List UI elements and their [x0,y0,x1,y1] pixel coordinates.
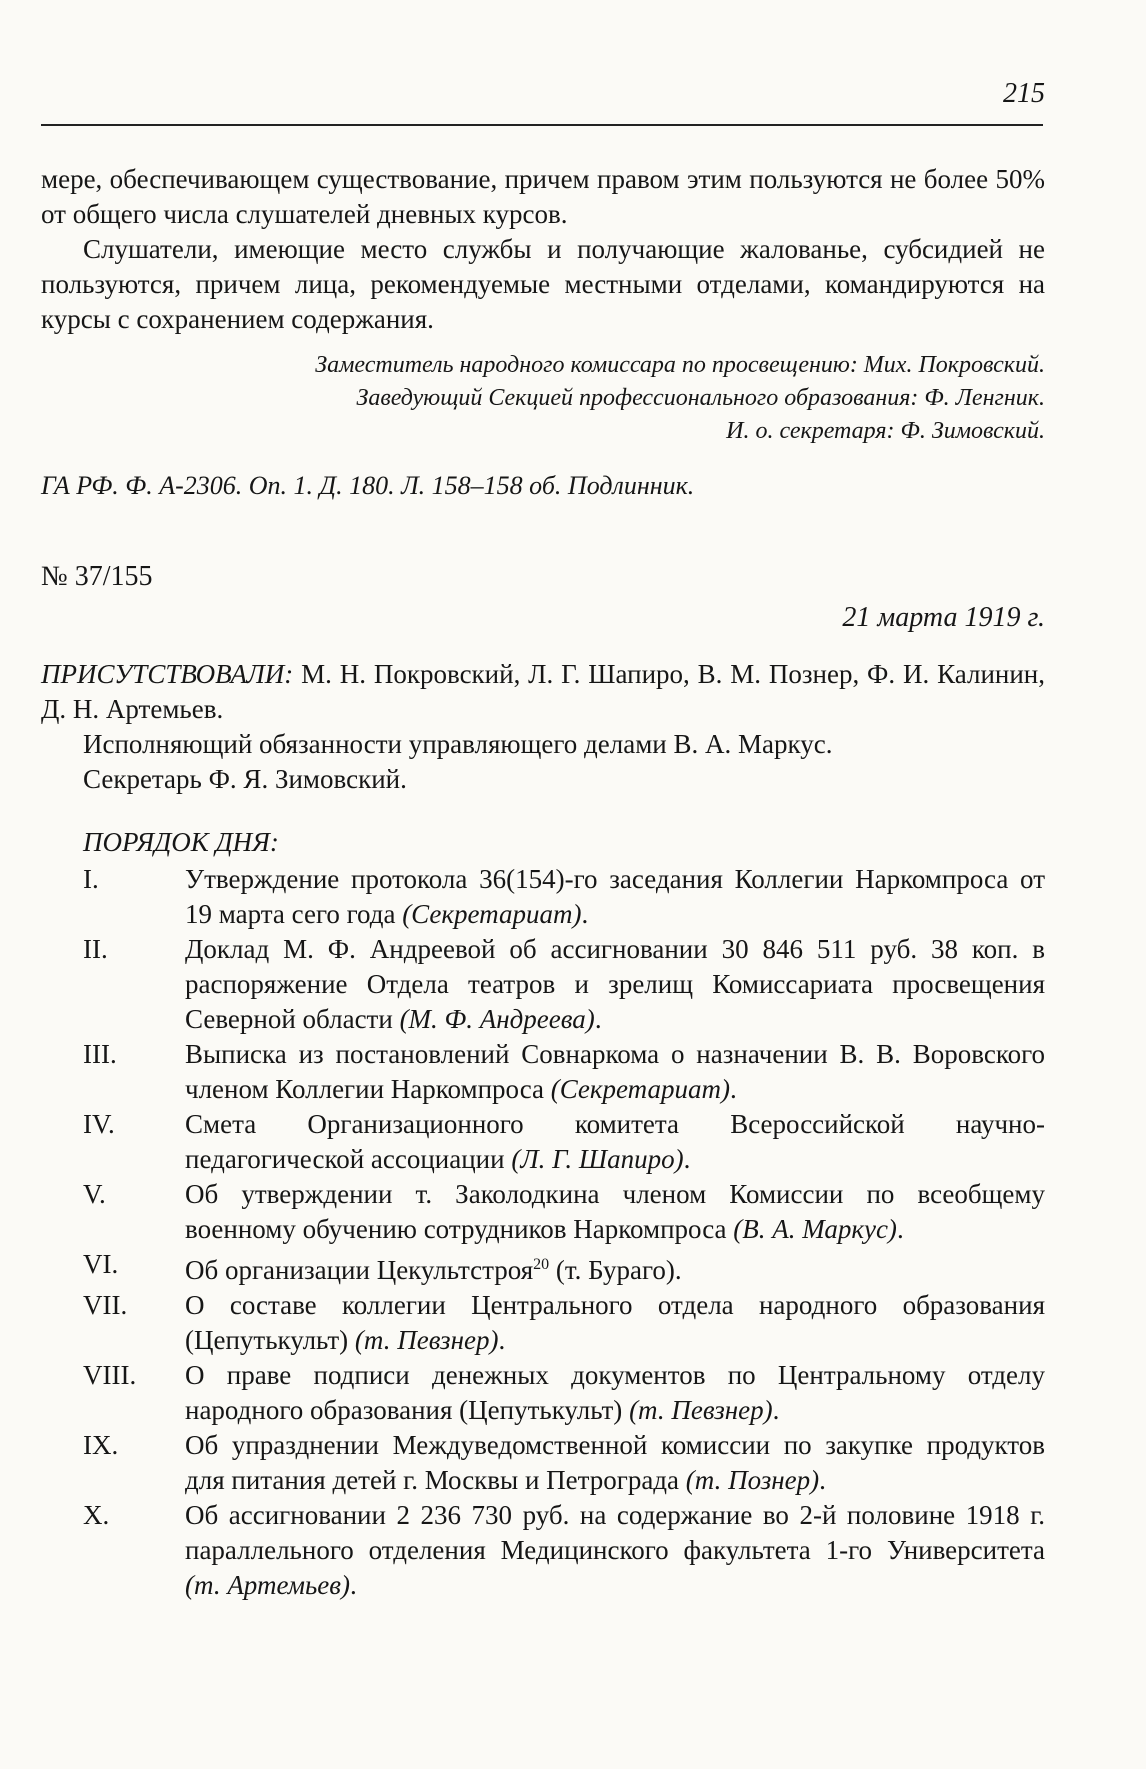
agenda-item-rapporteur: (Секретариат) [402,899,582,929]
signature-section-head: Заведующий Секцией профессионального образования: Ф. Ленгник. [356,385,1045,411]
signature-block [41,349,1045,448]
agenda-item-rapporteur: (т. Бураго). [549,1255,682,1285]
agenda-item [41,1358,1045,1428]
document-number: № 37/155 [41,561,153,592]
agenda-item-topic: Об утверждении т. Заколодкина членом Комиссии по всеобщему военному обучению сотрудников Наркомпроса [185,1179,1045,1244]
agenda-item [41,1247,1045,1288]
agenda-item-number: IX. [83,1430,119,1460]
agenda-item-topic: Об ассигновании 2 236 730 руб. на содержание во 2-й половине 1918 г. параллельного отделения Медицинского факультета 1-го Университета [185,1500,1045,1565]
document-date: 21 марта 1919 г. [842,602,1045,633]
agenda-item-text: Доклад М. Ф. Андреевой об ассигновании 30 846 511 руб. 38 коп. в распоряжение Отдела театров и зрелищ Комиссариата просвещения Северной области (М. Ф. Андреева). [185,934,1045,1034]
agenda-item-rapporteur: (М. Ф. Андреева) [399,1004,595,1034]
agenda-item [41,1288,1045,1358]
attendees-names: М. Н. Покровский, Л. Г. Шапиро, В. М. Познер, Ф. И. Калинин, Д. Н. Артемьев. [41,659,1045,724]
agenda-item-text: Об утверждении т. Заколодкина членом Комиссии по всеобщему военному обучению сотрудников Наркомпроса (В. А. Маркус). [185,1179,1045,1244]
agenda-item-topic: Об организации Цекультстроя [185,1255,534,1285]
agenda-item-topic: Выписка из постановлений Совнаркома о назначении В. В. Воровского членом Коллегии Наркомпроса [185,1039,1045,1104]
agenda-item-text [185,1247,1045,1288]
agenda-item-number: VIII. [83,1360,137,1390]
agenda-item-rapporteur: (т. Артемьев) [185,1570,350,1600]
agenda-item-topic: Смета Организационного комитета Всероссийской научно-педагогической ассоциации [185,1109,1045,1174]
agenda-item-number: VII. [83,1290,128,1320]
agenda-item-text: Смета Организационного комитета Всероссийской научно-педагогической ассоциации (Л. Г. Шапиро). [185,1109,1045,1174]
agenda-item [41,1037,1045,1107]
agenda-item-rapporteur: (Секретариат) [550,1074,730,1104]
agenda-item-number: IV. [83,1109,115,1139]
agenda-item-topic: О праве подписи денежных документов по Центральному отделу народного образования (Цепутькульт) [185,1360,1045,1425]
page-number: 215 [1003,78,1045,109]
agenda-item [41,862,1045,932]
agenda-item-number: II. [83,934,108,964]
agenda-list [41,862,1045,1603]
agenda-item-rapporteur: (т. Певзнер) [629,1395,773,1425]
agenda-item-text: Выписка из постановлений Совнаркома о назначении В. В. Воровского членом Коллегии Наркомпроса (Секретариат). [185,1039,1045,1104]
attendees [41,657,1045,727]
agenda-item-number: X. [83,1500,110,1530]
footnote-marker: 20 [533,1256,550,1273]
signature-deputy-commissar: Заместитель народного комиссара по просвещению: Мих. Покровский. [315,352,1045,378]
agenda-title: ПОРЯДОК ДНЯ: [83,827,279,857]
signature-secretary: И. о. секретаря: Ф. Зимовский. [726,418,1045,444]
agenda-item-rapporteur: (Л. Г. Шапиро) [511,1144,684,1174]
page-content [41,162,1045,1603]
agenda-item-number: I. [83,864,99,894]
agenda-item [41,1498,1045,1603]
paragraph-continuation: мере, обеспечивающем существование, причем правом этим пользуются не более 50% от общего числа слушателей дневных курсов. [41,164,1045,229]
agenda-item-topic: О составе коллегии Центрального отдела народного образования (Цепутькульт) [185,1290,1045,1355]
agenda-item [41,1177,1045,1247]
agenda-item-rapporteur: (В. А. Маркус) [733,1214,897,1244]
agenda-item-text: О праве подписи денежных документов по Центральному отделу народного образования (Цепутькульт) (т. Певзнер). [185,1360,1045,1425]
header-rule [41,124,1043,126]
agenda-item-text: Об ассигновании 2 236 730 руб. на содержание во 2-й половине 1918 г. параллельного отделения Медицинского факультета 1-го Университета (т. Артемьев). [185,1500,1045,1600]
agenda-item-topic: Доклад М. Ф. Андреевой об ассигновании 30 846 511 руб. 38 коп. в распоряжение Отдела театров и зрелищ Комиссариата просвещения Северной области [185,934,1045,1034]
agenda-item [41,932,1045,1037]
agenda-item [41,1107,1045,1177]
agenda-item-number: III. [83,1039,117,1069]
agenda-item-rapporteur: (т. Певзнер) [354,1325,499,1355]
attendees-label: ПРИСУТСТВОВАЛИ: [41,659,294,689]
agenda-item [41,1428,1045,1498]
agenda-item-text: О составе коллегии Центрального отдела народного образования (Цепутькульт) (т. Певзнер). [185,1290,1045,1355]
acting-manager: Исполняющий обязанности управляющего делами В. А. Маркус. [83,729,833,759]
archive-source: ГА РФ. Ф. А-2306. Оп. 1. Д. 180. Л. 158–158 об. Подлинник. [41,471,695,500]
secretary: Секретарь Ф. Я. Зимовский. [83,764,407,794]
agenda-item-topic: Утверждение протокола 36(154)-го заседания Коллегии Наркомпроса от 19 марта сего года [185,864,1045,929]
agenda-item-number: V. [83,1179,106,1209]
agenda-item-rapporteur: (т. Познер) [685,1465,820,1495]
agenda-item-number: VI. [83,1249,119,1279]
agenda-item-topic: Об упразднении Междуведомственной комиссии по закупке продуктов для питания детей г. Москвы и Петрограда [185,1430,1045,1495]
agenda-item-text: Об упразднении Междуведомственной комиссии по закупке продуктов для питания детей г. Москвы и Петрограда (т. Познер). [185,1430,1045,1495]
agenda-item-text: Утверждение протокола 36(154)-го заседания Коллегии Наркомпроса от 19 марта сего года (Секретариат). [185,864,1045,929]
paragraph-listeners: Слушатели, имеющие место службы и получающие жалованье, субсидией не пользуются, причем лица, рекомендуемые местными отделами, командируются на курсы с сохранением содержания. [41,234,1045,334]
